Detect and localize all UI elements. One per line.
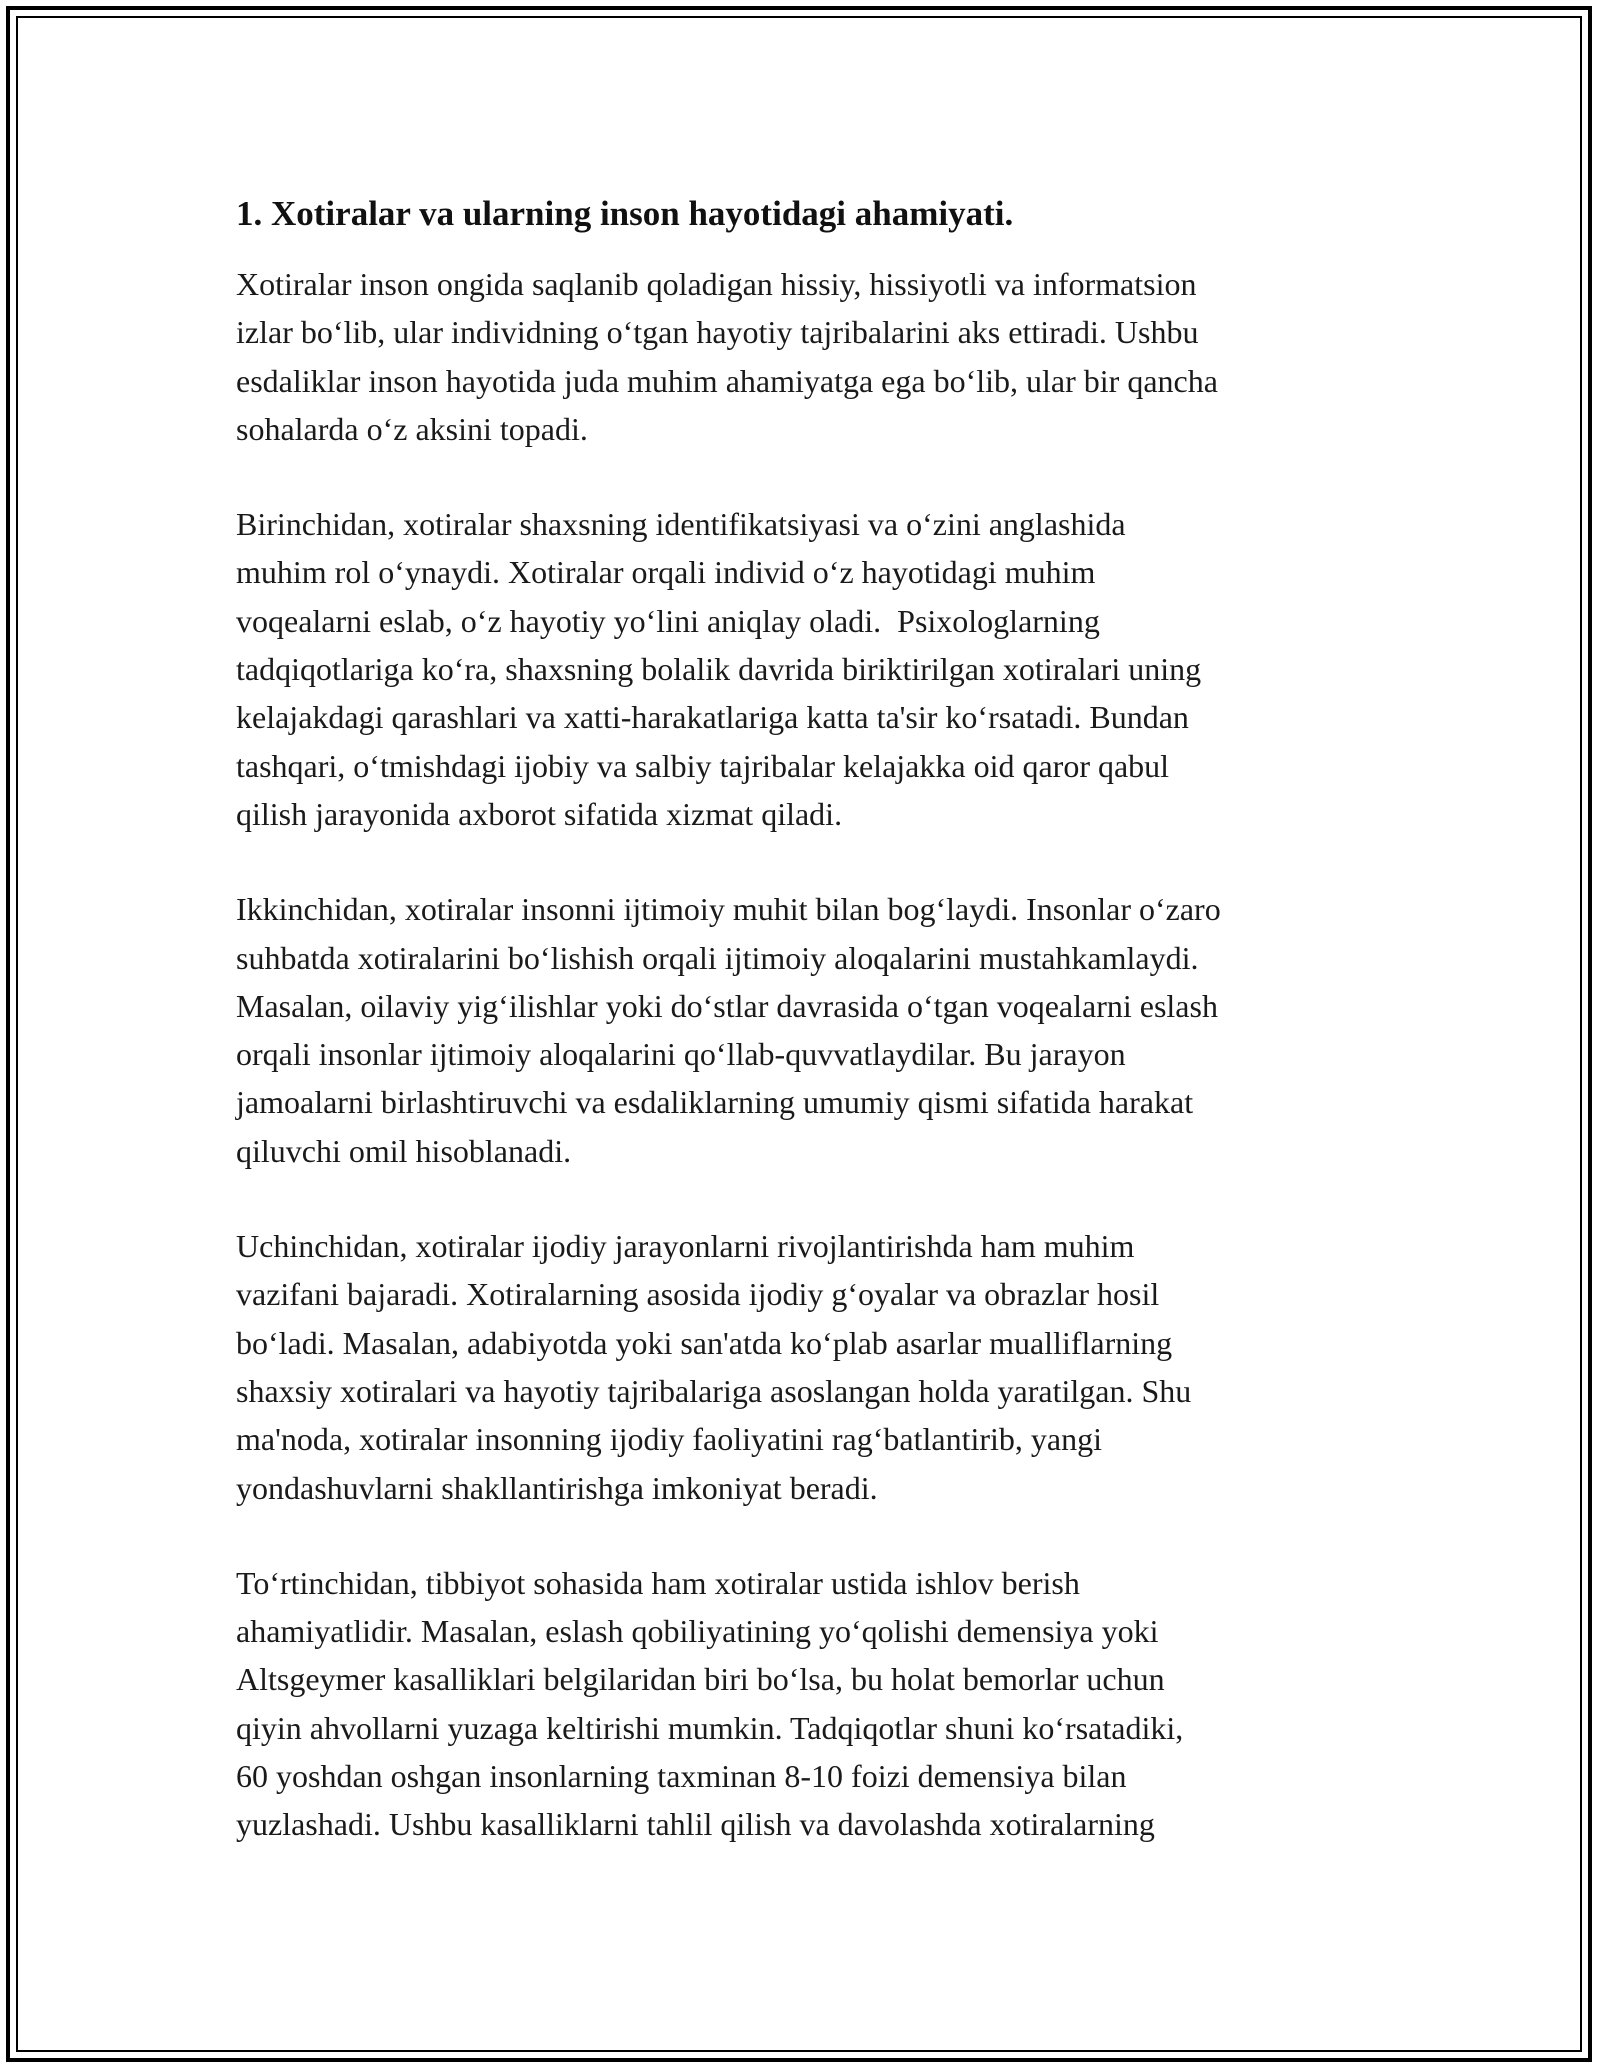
text-line: Altsgeymer kasalliklari belgilaridan biri bo‘lsa, bu holat bemorlar uchun — [236, 1661, 1165, 1698]
text-line: ma'noda, xotiralar insonning ijodiy faoliyatini rag‘batlantirib, yangi — [236, 1421, 1102, 1458]
text-line: Birinchidan, xotiralar shaxsning identifikatsiyasi va o‘zini anglashida — [236, 506, 1126, 543]
text-line: bo‘ladi. Masalan, adabiyotda yoki san'atda ko‘plab asarlar mualliflarning — [236, 1324, 1173, 1361]
text-line: izlar bo‘lib, ular individning o‘tgan hayotiy tajribalarini aks ettiradi. Ushbu — [236, 314, 1199, 351]
text-line: suhbatda xotiralarini bo‘lishish orqali ijtimoiy aloqalarini mustahkamlaydi. — [236, 939, 1199, 976]
text-line: yuzlashadi. Ushbu kasalliklarni tahlil qilish va davolashda xotiralarning — [236, 1806, 1155, 1843]
text-line: yondashuvlarni shakllantirishga imkoniyat beradi. — [236, 1469, 878, 1506]
text-line: ahamiyatlidir. Masalan, eslash qobiliyatining yo‘qolishi demensiya yoki — [236, 1613, 1159, 1650]
text-line: esdaliklar inson hayotida juda muhim ahamiyatga ega bo‘lib, ular bir qancha — [236, 362, 1218, 399]
text-line: jamoalarni birlashtiruvchi va esdaliklarning umumiy qismi sifatida harakat — [236, 1084, 1194, 1121]
text-line: kelajakdagi qarashlari va xatti-harakatlariga katta ta'sir ko‘rsatadi. Bundan — [236, 699, 1189, 736]
text-line: qiyin ahvollarni yuzaga keltirishi mumkin. Tadqiqotlar shuni ko‘rsatadiki, — [236, 1709, 1184, 1746]
text-line: vazifani bajaradi. Xotiralarning asosida ijodiy g‘oyalar va obrazlar hosil — [236, 1276, 1160, 1313]
text-line: Uchinchidan, xotiralar ijodiy jarayonlarni rivojlantirishda ham muhim — [236, 1228, 1135, 1265]
text-line: qilish jarayonida axborot sifatida xizmat qiladi. — [236, 795, 843, 832]
text-line: voqealarni eslab, o‘z hayotiy yo‘lini aniqlay oladi. Psixologlarning — [236, 602, 1100, 639]
text-line: sohalarda o‘z aksini topadi. — [236, 410, 588, 447]
text-line: 60 yoshdan oshgan insonlarning taxminan 8-10 foizi demensiya bilan — [236, 1758, 1127, 1795]
text-line: orqali insonlar ijtimoiy aloqalarini qo‘llab-quvvatlaydilar. Bu jarayon — [236, 1036, 1126, 1073]
section-heading: 1. Xotiralar va ularning inson hayotidagi ahamiyati. — [236, 194, 1014, 233]
paragraph-2 — [236, 500, 1376, 838]
text-line: shaxsiy xotiralari va hayotiy tajribalariga asoslangan holda yaratilgan. Shu — [236, 1372, 1192, 1409]
text-line: muhim rol o‘ynaydi. Xotiralar orqali individ o‘z hayotidagi muhim — [236, 554, 1096, 591]
paragraph-1 — [236, 260, 1376, 453]
paragraph-3 — [236, 885, 1376, 1175]
text-line: Xotiralar inson ongida saqlanib qoladigan hissiy, hissiyotli va informatsion — [236, 266, 1197, 302]
text-line: Ikkinchidan, xotiralar insonni ijtimoiy muhit bilan bog‘laydi. Insonlar o‘zaro — [236, 891, 1221, 928]
paragraph-5 — [236, 1559, 1376, 1849]
text-line: tadqiqotlariga ko‘ra, shaxsning bolalik davrida biriktirilgan xotiralari uning — [236, 651, 1202, 688]
paragraph-4 — [236, 1222, 1376, 1512]
document-body — [236, 188, 1376, 1896]
text-line: qiluvchi omil hisoblanadi. — [236, 1132, 572, 1169]
text-line: tashqari, o‘tmishdagi ijobiy va salbiy tajribalar kelajakka oid qaror qabul — [236, 747, 1170, 784]
text-line: To‘rtinchidan, tibbiyot sohasida ham xotiralar ustida ishlov berish — [236, 1564, 1080, 1601]
text-line: Masalan, oilaviy yig‘ilishlar yoki do‘stlar davrasida o‘tgan voqealarni eslash — [236, 987, 1218, 1024]
